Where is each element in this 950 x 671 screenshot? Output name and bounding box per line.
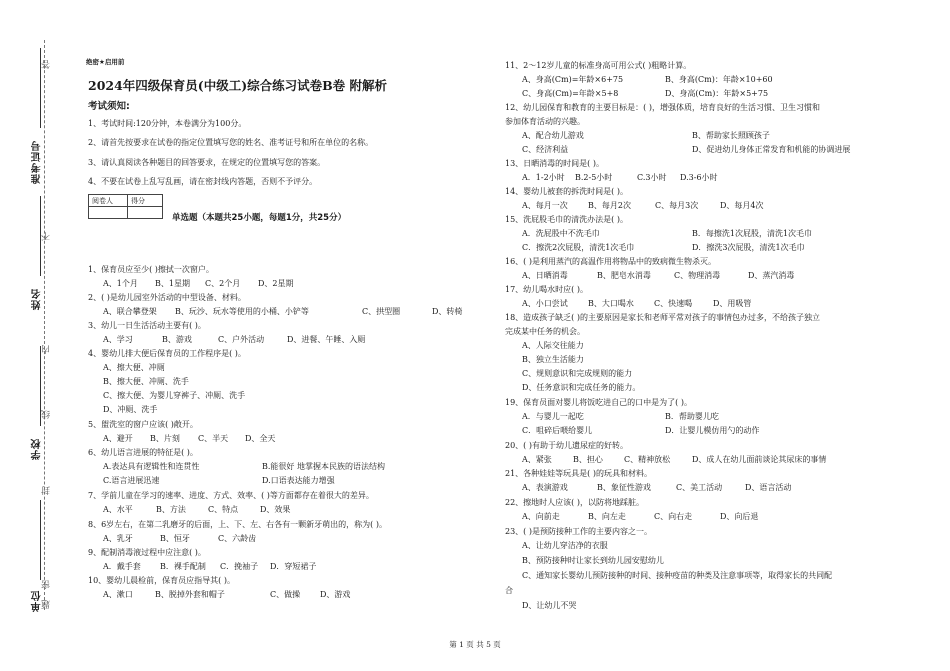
notice-item: 2、请首先按要求在试卷的指定位置填写您的姓名、准考证号和所在单位的名称。 [88,138,374,147]
margin-deco-char: 不 [42,232,52,241]
question-stem-continuation: 参加体育活动的兴趣。 [505,117,585,126]
option-b[interactable]: B、恒牙 [160,534,190,543]
option-c[interactable]: C、规则意识和完成规则的能力 [522,369,633,378]
option-c[interactable]: C、身高(Cm)=年龄×5+8 [522,89,619,98]
option-a[interactable]: A、身高(Cm)=年龄×6+75 [522,75,624,84]
score-table [88,194,163,219]
question-stem: 19、保育员面对婴儿将饭吃进自己的口中是为了( )。 [505,398,692,407]
margin-deco-char: 线 [42,410,52,419]
option-d[interactable]: D、向后退 [720,512,759,521]
option-c[interactable]: C、精神放松 [624,455,671,464]
question-stem: 7、学前儿童在学习的速率、进度、方式、效率、( )等方面都存在着很大的差异。 [88,491,374,500]
page-footer: 第 1 页 共 5 页 [449,640,501,649]
option-a[interactable]: A、避开 [103,434,133,443]
option-d[interactable]: D、用吸管 [713,299,752,308]
option-a[interactable]: A、日晒消毒 [522,271,568,280]
option-d[interactable]: D、任务意识和完成任务的能力。 [522,383,641,392]
option-c[interactable]: C、六龄齿 [218,534,257,543]
question-stem: 16、( )是利用蒸汽的高温作用将物品中的致病微生物杀灭。 [505,257,716,266]
option-b[interactable]: B、脱掉外套和帽子 [155,590,225,599]
score-table-grader-label: 阅卷人 [89,195,128,207]
option-c[interactable]: C．擦洗2次屁股，清洗1次毛巾 [522,243,635,252]
option-d[interactable]: D、效果 [260,505,291,514]
option-c[interactable]: C.语言进展迅速 [103,476,160,485]
option-d[interactable]: D.口语表达能力增强 [262,476,335,485]
option-a[interactable]: A、小口尝试 [522,299,568,308]
option-b[interactable]: B、向左走 [588,512,626,521]
option-c[interactable]: C、做操 [270,590,301,599]
option-c[interactable]: C．挽袖子 [220,562,259,571]
option-c[interactable]: C、2个月 [205,279,241,288]
option-a[interactable]: A．1-2小时 [522,173,565,182]
notice-heading: 考试须知: [88,101,130,112]
exam-title: 2024年四级保育员(中级工)综合练习试卷B卷 附解析 [88,78,388,93]
margin-label-name: 姓名 [32,288,43,310]
margin-fill-line [40,500,41,580]
question-stem: 14、婴幼儿被套的拆洗时间是( )。 [505,187,628,196]
margin-label-exam-number: 准考证号 [32,140,43,184]
option-b[interactable]: B、大口喝水 [588,299,634,308]
margin-deco-char: 答 [42,60,52,69]
option-c[interactable]: C、户外活动 [218,335,265,344]
option-c-continuation: 合 [505,586,513,595]
question-stem: 12、幼儿园保育和教育的主要目标是：( )，增强体质，培育良好的生活习惯、卫生习惯和 [505,103,820,112]
question-stem: 20、( )有助于幼儿遗尿症的好转。 [505,441,628,450]
question-stem: 13、日晒消毒的时间是( )。 [505,159,604,168]
margin-deco-char: 密 [42,580,52,589]
option-a[interactable]: A、向前走 [522,512,560,521]
option-a[interactable]: A、紧张 [522,455,552,464]
question-stem: 22、擦地时人应该( )，以防将地踩脏。 [505,498,644,507]
option-b[interactable]: B、方法 [156,505,186,514]
option-d[interactable]: D、每月4次 [720,201,764,210]
question-stem: 11、2～12岁儿童的标准身高可用公式( )粗略计算。 [505,61,692,70]
question-stem: 1、保育员应至少( )擦拭一次窗户。 [88,265,214,274]
option-b[interactable]: B.能很好 地掌握本民族的语法结构 [262,462,385,471]
option-b[interactable]: B、担心 [573,455,603,464]
option-d[interactable]: D．穿短裙子 [270,562,317,571]
option-b[interactable]: B、游戏 [162,335,192,344]
option-a[interactable]: A.表达具有逻辑性和连贯性 [103,462,200,471]
question-stem: 3、幼儿一日生活活动主要有( )。 [88,321,206,330]
option-b[interactable]: B、1星期 [155,279,190,288]
option-d[interactable]: D、游戏 [320,590,351,599]
margin-label-school: 学校 [32,438,43,460]
option-b[interactable]: B、每月2次 [588,201,631,210]
option-c[interactable]: C、半天 [198,434,229,443]
margin-deco-char: 封 [42,486,52,495]
option-d[interactable]: D、转椅 [432,307,463,316]
score-table-score-cell[interactable] [128,207,163,219]
score-table-score-label: 得分 [128,195,163,207]
option-d[interactable]: D、蒸汽消毒 [748,271,795,280]
question-stem: 2、( )是幼儿园室外活动的中型设备、材料。 [88,293,246,302]
binding-line [44,40,45,610]
question-stem: 23、( )是预防接种工作的主要内容之一。 [505,527,652,536]
question-stem: 10、婴幼儿晨检前，保育员应指导其( )。 [88,576,235,585]
option-b[interactable]: B、预防接种时让家长到幼儿园安慰幼儿 [522,556,664,565]
option-a[interactable]: A、每月一次 [522,201,568,210]
option-a[interactable]: A、表演游戏 [522,483,568,492]
option-b[interactable]: B、帮助家长照顾孩子 [692,131,770,140]
score-table-grader-cell[interactable] [89,207,128,219]
option-c[interactable]: C、拱型圈 [362,307,401,316]
option-c[interactable]: C．咀碎后喂给婴儿 [522,426,593,435]
question-stem: 4、婴幼儿排大便后保育员的工作程序是( )。 [88,349,246,358]
option-c[interactable]: C、特点 [208,505,239,514]
notice-item: 3、请认真阅读各种题目的回答要求，在规定的位置填写您的答案。 [88,158,326,167]
option-d[interactable]: D.3-6小时 [680,173,718,182]
option-c[interactable]: C、通知家长婴幼儿预防接种的时间、接种疫苗的种类及注意事项等，取得家长的共同配 [522,571,833,580]
margin-deco-char: 题 [42,600,52,609]
confidential-mark: 绝密★启用前 [86,58,125,66]
option-a[interactable]: A、水平 [103,505,133,514]
option-a[interactable]: A、擦大便、冲厕 [103,363,165,372]
question-stem: 9、配制消毒液过程中应注意( )。 [88,548,206,557]
option-c[interactable]: C、每月3次 [655,201,699,210]
question-stem: 8、6岁左右，在第二乳磨牙的后面，上、下、左、右各有一颗新牙萌出的，称为( )。 [88,520,387,529]
option-a[interactable]: A、学习 [103,335,133,344]
question-stem: 5、盥洗室的窗户应该( )敞开。 [88,420,198,429]
option-b[interactable]: B.2-5小时 [575,173,613,182]
option-a[interactable]: A、漱口 [103,590,133,599]
option-b[interactable]: B、独立生活能力 [522,355,584,364]
option-a[interactable]: A、乳牙 [103,534,133,543]
option-b[interactable]: B、片刻 [150,434,180,443]
option-c[interactable]: C.3小时 [637,173,667,182]
option-c[interactable]: C、经济利益 [522,145,569,154]
option-c[interactable]: C、物理消毒 [674,271,721,280]
option-c[interactable]: C、擦大便、为婴儿穿裤子、冲厕、洗手 [103,391,246,400]
option-b[interactable]: B．裸手配制 [160,562,206,571]
notice-item: 4、不要在试卷上乱写乱画，请在密封线内答题，否则不予评分。 [88,177,318,186]
option-d[interactable]: D、促进幼儿身体正常发育和机能的协调进展 [692,145,851,154]
option-a[interactable]: A．洗屁股中不洗毛巾 [522,229,600,238]
option-d[interactable]: D、身高(Cm)：年龄×5+75 [665,89,769,98]
option-d[interactable]: D、进餐、午睡、入厕 [287,335,366,344]
question-stem: 17、幼儿喝水时应( )。 [505,285,588,294]
option-a[interactable]: A、人际交往能力 [522,341,584,350]
question-stem-continuation: 完成某中任务的机会。 [505,327,585,336]
option-d[interactable]: D、2星期 [258,279,294,288]
option-a[interactable]: A、配合幼儿游戏 [522,131,584,140]
option-d[interactable]: D．让婴儿模仿用勺的动作 [665,426,760,435]
option-d[interactable]: D、让幼儿不哭 [522,601,577,610]
option-b[interactable]: B、身高(Cm)：年龄×10+60 [665,75,773,84]
option-c[interactable]: C、向右走 [654,512,693,521]
option-b[interactable]: B、肥皂水消毒 [597,271,651,280]
option-d[interactable]: D、冲厕、洗手 [103,405,158,414]
option-a[interactable]: A．戴手套 [103,562,141,571]
margin-label-unit: 单位 [32,590,43,612]
question-stem: 15、洗屁股毛巾的清洗办法是( )。 [505,215,628,224]
notice-item: 1、考试时间:120分钟，本卷满分为100分。 [88,119,247,128]
option-a[interactable]: A．与婴儿一起吃 [522,412,584,421]
option-c[interactable]: C、快速喝 [654,299,693,308]
option-b[interactable]: B、玩沙、玩水等使用的小桶、小铲等 [175,307,309,316]
option-c[interactable]: C、美工活动 [676,483,723,492]
option-b[interactable]: B．帮助婴儿吃 [665,412,719,421]
margin-deco-char: 内 [42,345,52,354]
option-d[interactable]: D、全天 [245,434,276,443]
option-a[interactable]: A、联合攀登架 [103,307,157,316]
option-d[interactable]: D、成人在幼儿面前谈论其尿床的事情 [692,455,827,464]
option-b[interactable]: B．每擦洗1次屁股，清洗1次毛巾 [692,229,813,238]
question-stem: 21、各种娃娃等玩具是( )的玩具和材料。 [505,469,652,478]
question-stem: 18、造成孩子缺乏( )的主要原因是家长和老师平常对孩子的事情包办过多，不给孩子独立 [505,313,820,322]
option-d[interactable]: D、语言活动 [745,483,792,492]
question-stem: 6、幼儿语言进展的特征是( )。 [88,448,198,457]
section-heading: 单选题（本题共25小题，每题1分，共25分） [172,213,347,223]
option-d[interactable]: D．擦洗3次屁股，清洗1次毛巾 [692,243,805,252]
option-a[interactable]: A、让幼儿穿洁净的衣服 [522,541,608,550]
option-b[interactable]: B、擦大便、冲厕、洗手 [103,377,189,386]
option-a[interactable]: A、1个月 [103,279,138,288]
option-b[interactable]: B、象征性游戏 [597,483,651,492]
